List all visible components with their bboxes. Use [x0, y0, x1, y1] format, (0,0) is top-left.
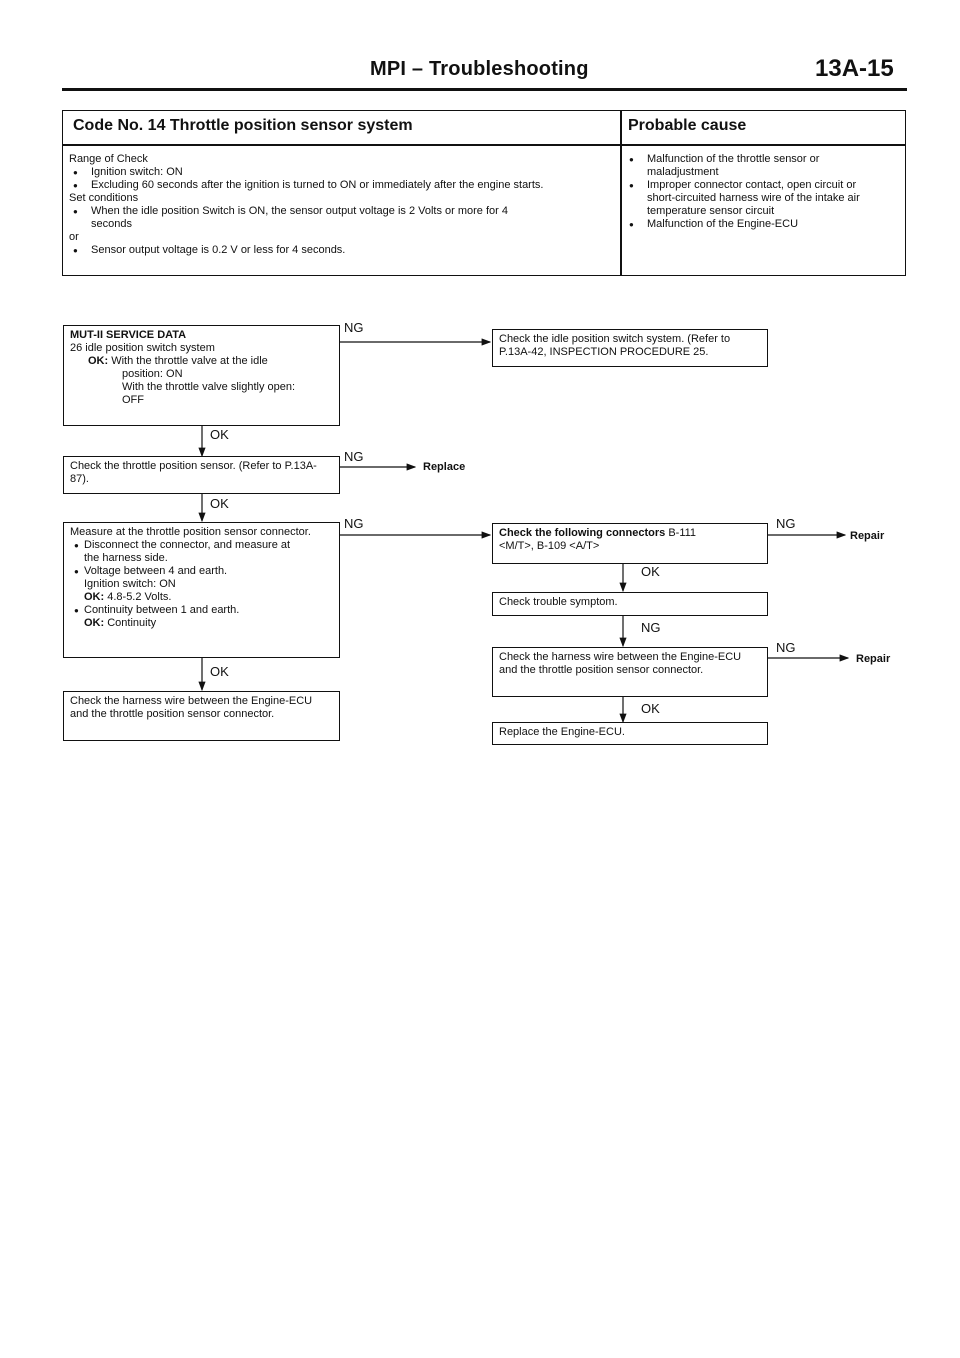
ok-label: OK: — [84, 617, 105, 629]
step3-box — [63, 522, 340, 658]
cause-item-cont: short-circuited harness wire of the intake air — [647, 192, 860, 204]
ng-label: NG — [344, 449, 364, 464]
step3-line: the harness side. — [84, 552, 168, 564]
step1-ng-box: Check the idle position switch system. (Refer to P.13A-42, INSPECTION PROCEDURE 25. — [492, 329, 768, 367]
step3-line: Ignition switch: ON — [84, 578, 176, 590]
cause-item-cont: maladjustment — [647, 166, 719, 178]
ng-label: NG — [776, 516, 796, 531]
trouble-symptom-box: Check trouble symptom. — [492, 592, 768, 616]
connector-line — [499, 527, 761, 540]
ng-label: NG — [776, 640, 796, 655]
step1-line: 26 idle position switch system — [70, 342, 215, 354]
step4-box: Check the harness wire between the Engine-ECU and the throttle position sensor connector. — [63, 691, 340, 741]
step1-box — [63, 325, 340, 426]
step3-bullet: ● Voltage between 4 and earth. — [70, 565, 333, 578]
step1-title: MUT-II SERVICE DATA — [70, 329, 187, 341]
step3-bullet: ● Disconnect the connector, and measure at — [70, 539, 333, 552]
ok-label: OK: — [84, 591, 105, 603]
connector-line2: <M/T>, B-109 <A/T> — [499, 540, 600, 552]
repair-result: Repair — [856, 653, 891, 665]
step1-line: position: ON — [122, 368, 183, 380]
harness-check-box: Check the harness wire between the Engine-ECU and the throttle position sensor connector. — [492, 647, 768, 697]
connector-bold: Check the following connectors — [499, 527, 666, 539]
step3-ok-line — [70, 617, 333, 630]
step3-line: Measure at the throttle position sensor connector. — [70, 526, 311, 538]
step1-line: OFF — [122, 394, 144, 406]
ng-label: NG — [641, 620, 661, 635]
range-item: ● Excluding 60 seconds after the ignition is turned to ON or immediately after the engine starts. — [69, 179, 617, 192]
range-label: Range of Check — [69, 153, 148, 165]
replace-ecu-box: Replace the Engine-ECU. — [492, 722, 768, 745]
set-item-cont: seconds — [91, 218, 132, 230]
replace-result: Replace — [423, 461, 466, 473]
ok-label: OK: — [88, 355, 109, 367]
ng-label: NG — [344, 516, 364, 531]
page-title: MPI – Troubleshooting — [370, 58, 589, 80]
step1-ok-line — [70, 355, 333, 368]
ok-text: With the throttle valve at the idle — [111, 355, 268, 367]
step1-line: With the throttle valve slightly open: — [122, 381, 296, 393]
set-label: Set conditions — [69, 192, 139, 204]
page-number: 13A-15 — [815, 55, 894, 82]
set-item: ● Sensor output voltage is 0.2 V or less for 4 seconds. — [69, 244, 617, 257]
ok-text: Continuity — [107, 617, 157, 629]
set-item: ● When the idle position Switch is ON, the sensor output voltage is 2 Volts or more for 4 — [69, 205, 617, 218]
cause-item: ● Malfunction of the throttle sensor or — [625, 153, 900, 166]
ok-text: 4.8-5.2 Volts. — [107, 591, 172, 603]
cause-item-cont: temperature sensor circuit — [647, 205, 775, 217]
probable-cause-header: Probable cause — [628, 117, 747, 134]
step2-box: Check the throttle position sensor. (Refer to P.13A-87). — [63, 456, 340, 494]
ok-label: OK — [641, 564, 660, 579]
ok-label: OK — [210, 427, 229, 442]
cause-item: ● Improper connector contact, open circuit or — [625, 179, 900, 192]
ng-label: NG — [344, 320, 364, 335]
step3-bullet: ● Continuity between 1 and earth. — [70, 604, 333, 617]
repair-result: Repair — [850, 530, 885, 542]
range-item: ● Ignition switch: ON — [69, 166, 617, 179]
connector-code: B-111 — [668, 527, 697, 539]
or-text: or — [69, 231, 79, 243]
cause-item: ● Malfunction of the Engine-ECU — [625, 218, 900, 231]
ok-label: OK — [641, 701, 660, 716]
ok-label: OK — [210, 496, 229, 511]
code-header: Code No. 14 Throttle position sensor system — [73, 117, 413, 134]
ok-label: OK — [210, 664, 229, 679]
step3-ok-line — [70, 591, 333, 604]
connector-check-box — [492, 523, 768, 564]
